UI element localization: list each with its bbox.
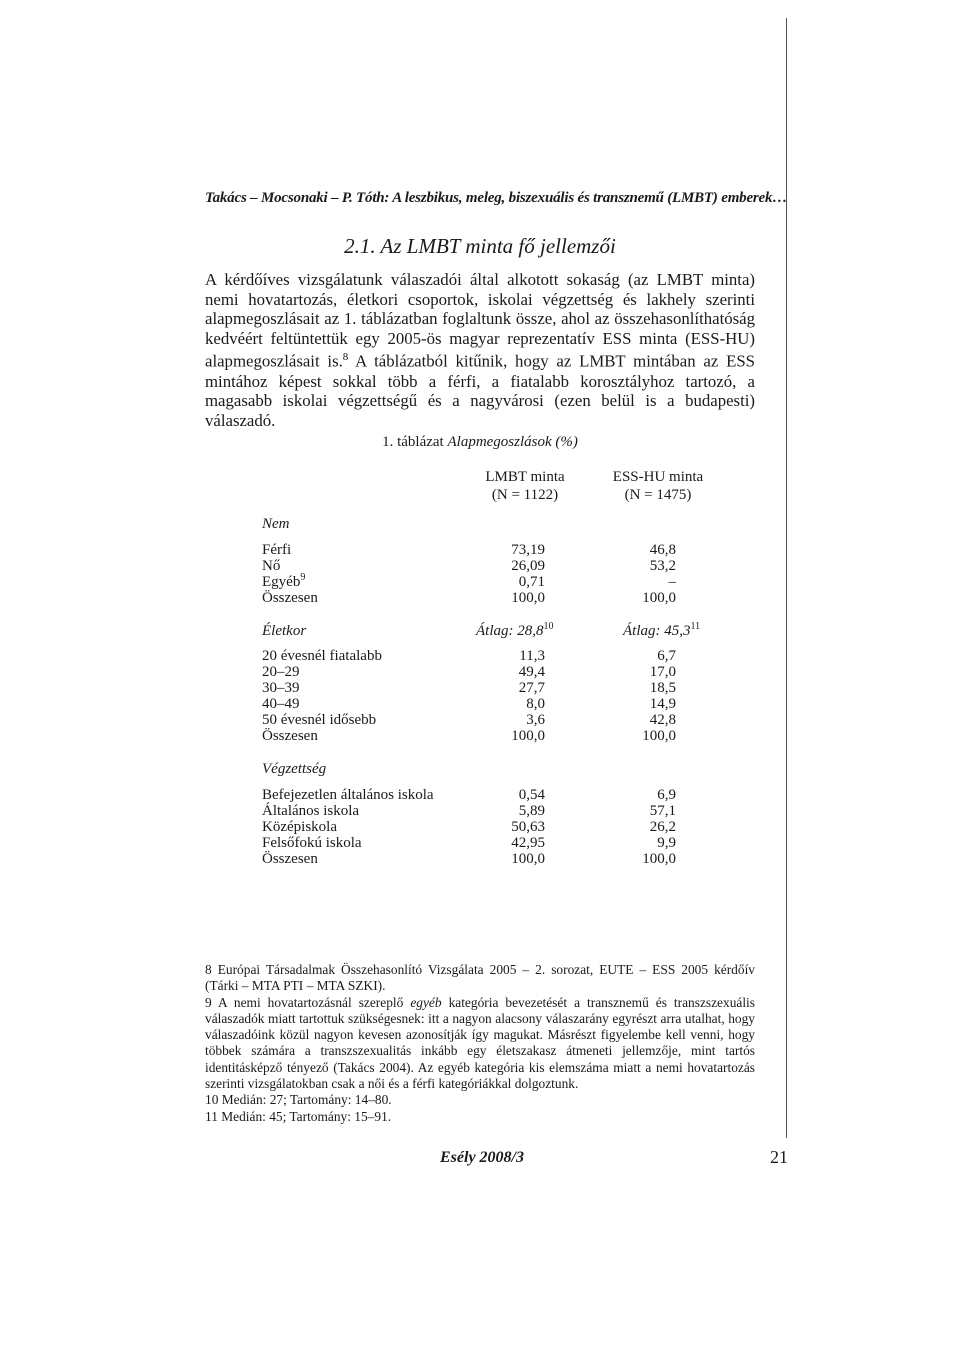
age-average-ess: Átlag: 45,3$^{11}$ (623, 621, 701, 639)
footnote-ref-9[interactable]: 9 (300, 572, 306, 583)
footnote-ref-11[interactable]: 11 (690, 621, 701, 632)
footnote-ref-8[interactable]: 8 (342, 351, 349, 364)
table-caption: 1. táblázat Alapmegoszlások (%) (382, 434, 578, 450)
column-header-lmbt: LMBT minta (N = 1122) (485, 469, 565, 503)
running-header: Takács – Mocsonaki – P. Tóth: A leszbikus, meleg, biszexuális és transznemű (LMBT) emberek… (205, 190, 788, 206)
age-average-lmbt: Átlag: 28,8$^{10}$ (476, 621, 554, 639)
footnote-9: 9 A nemi hovatartozásnál szereplő egyéb kategória bevezetését a transznemű és transzszexuális válaszadók miatt tartottuk szükségesnek: itt a nagyon alacsony válaszarány egyrészt arra utalhat, hogy válaszadóink közül nagyon kevesen azonosítják így magukat. Másrészt figyelembe kell venni, hogy többek számára a transzszexualitás inkább egy életszakasz átmeneti jellemzője, mint tartós identitásképző tényező (Takács 2004). Az egyéb kategória kis elemszáma miatt a nemi hovatartozás szerinti vizsgálatokban csak a női és a férfi kategóriákkal dolgoztunk. (205, 994, 755, 1092)
section-title: 2.1. Az LMBT minta fő jellemzői (344, 234, 616, 258)
journal-name: Esély 2008/3 (440, 1149, 524, 1166)
footnote-10: 10 Medián: 27; Tartomány: 14–80. (205, 1092, 392, 1108)
footnote-8: 8 Európai Társadalmak Összehasonlító Vizsgálata 2005 – 2. sorozat, EUTE – ESS 2005 kérdőív (Tárki – MTA PTI – MTA SZKI). (205, 962, 755, 994)
body-paragraph: A kérdőíves vizsgálatunk válaszadói által alkotott sokaság (az LMBT minta) nemi hovatartozás, életkori csoportok, iskolai végzettség és lakhely szerinti alapmegoszlásait az 1. táblázatban foglaltunk össze, ahol az összehasonlíthatóság kedvéért feltüntettük egy 2005-ös magyar reprezentatív ESS minta (ESS-HU) alapmegoszlásait is.$^8$ A táblázatból kitűnik, hogy az LMBT mintában az ESS mintához képest sokkal több a férfi, a fiatalabb korosztályhoz tartozó, a magasabb iskolai végzettségű és a nagyvárosi (ezen belül is a budapesti) válaszadó. (205, 270, 755, 430)
page-number: 21 (770, 1147, 788, 1167)
column-header-ess: ESS-HU minta (N = 1475) (612, 469, 704, 503)
footnotes (205, 962, 755, 1125)
footnote-11: 11 Medián: 45; Tartomány: 15–91. (205, 1108, 392, 1124)
margin-rule (786, 18, 787, 1138)
footnote-ref-10[interactable]: 10 (543, 621, 554, 632)
